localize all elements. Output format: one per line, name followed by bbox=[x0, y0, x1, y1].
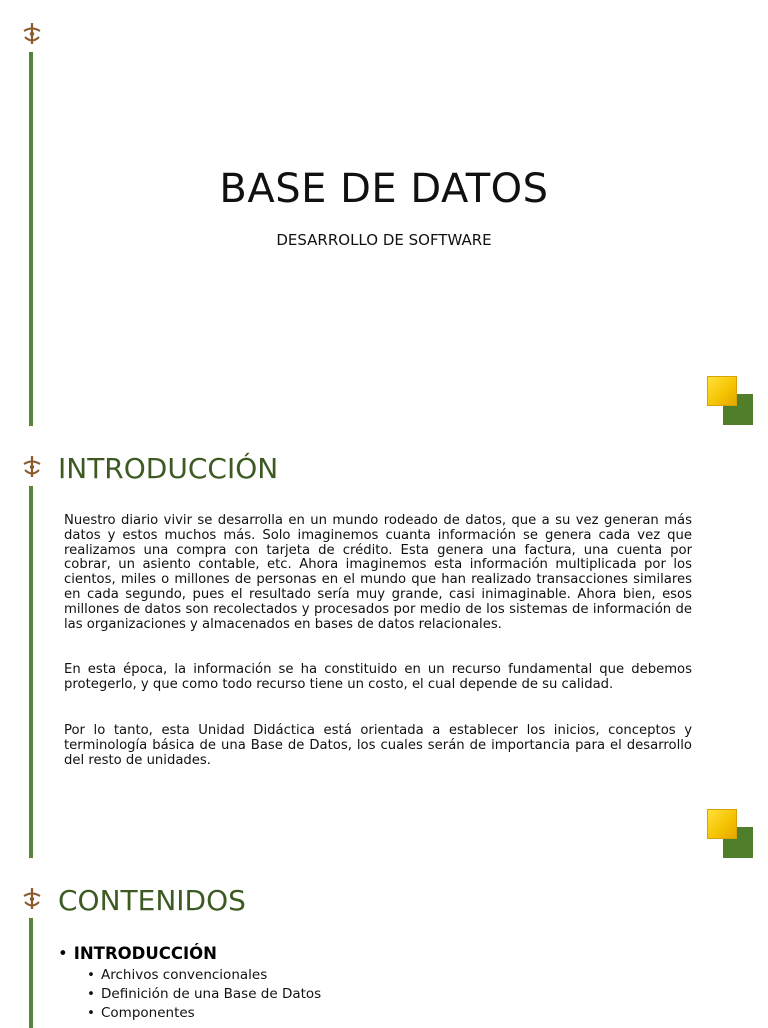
contents-slide bbox=[0, 864, 768, 1024]
toc-subitem bbox=[87, 1004, 658, 1023]
section-heading: INTRODUCCIÓN bbox=[58, 452, 279, 485]
contents-list bbox=[58, 944, 658, 1023]
bullet: • bbox=[87, 1005, 95, 1021]
bullet: • bbox=[87, 986, 95, 1002]
yellow-square bbox=[707, 376, 737, 406]
fleuron-ornament-icon bbox=[21, 22, 43, 46]
overlapping-squares-icon bbox=[707, 809, 755, 861]
vertical-accent-line bbox=[29, 486, 33, 858]
title-slide bbox=[0, 0, 768, 432]
toc-subitem-label: Definición de una Base de Datos bbox=[101, 986, 322, 1002]
paragraph: Por lo tanto, esta Unidad Didáctica está orientada a establecer los inicios, conceptos y terminología básica de una Base de Datos, los cuales serán de importancia para el desarrollo del resto de unidades. bbox=[64, 722, 692, 768]
vertical-accent-line bbox=[29, 918, 33, 1028]
section-heading: CONTENIDOS bbox=[58, 884, 246, 917]
overlapping-squares-icon bbox=[707, 376, 755, 428]
introduction-body bbox=[64, 514, 692, 799]
toc-main-item bbox=[58, 944, 658, 966]
toc-sublist bbox=[58, 966, 658, 1023]
fleuron-ornament-icon bbox=[21, 887, 43, 911]
fleuron-ornament-icon bbox=[21, 455, 43, 479]
paragraph: Nuestro diario vivir se desarrolla en un mundo rodeado de datos, que a su vez generan más datos y estos muchos más. Solo imaginemos cuanta información se genera cada vez que realizamos una compra con tarjeta de crédito. Esta genera una factura, una cuenta por cobrar, un asiento contable, etc. Ahora imaginemos esta información multiplicada por los cientos, miles o millones de personas en el mundo que han realizado transacciones similares en cada segundo, pues el resultado sería muy grande, casi inimaginable. Ahora bien, esos millones de datos son recolectados y procesados por medio de los sistemas de información de las organizaciones y almacenados en bases de datos relacionales. bbox=[64, 513, 692, 632]
slide-title: BASE DE DATOS bbox=[219, 166, 549, 212]
paragraph: En esta época, la información se ha constituido en un recurso fundamental que debemos protegerlo, y que como todo recurso tiene un costo, el cual depende de su calidad. bbox=[64, 662, 692, 693]
slide-subtitle: DESARROLLO DE SOFTWARE bbox=[276, 231, 492, 249]
bullet: • bbox=[87, 967, 95, 983]
yellow-square bbox=[707, 809, 737, 839]
toc-subitem bbox=[87, 966, 658, 985]
toc-subitem bbox=[87, 985, 658, 1004]
toc-subitem-label: Componentes bbox=[101, 1005, 195, 1021]
toc-main-label: INTRODUCCIÓN bbox=[73, 944, 217, 963]
introduction-slide bbox=[0, 432, 768, 864]
bullet: • bbox=[58, 944, 68, 963]
toc-subitem-label: Archivos convencionales bbox=[101, 967, 268, 983]
